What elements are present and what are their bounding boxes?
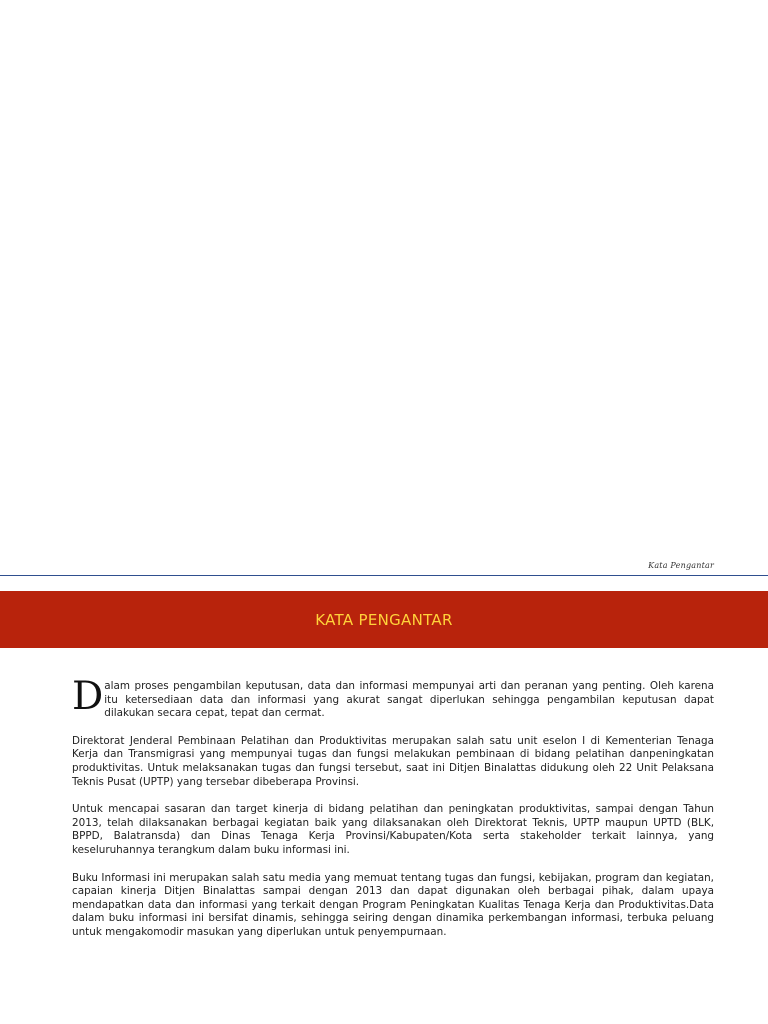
paragraph-4: Buku Informasi ini merupakan salah satu media yang memuat tentang tugas dan fungsi, kebijakan, program dan kegiatan, capaian kinerja Ditjen Binalattas sampai dengan 2013 dan dapat digunakan oleh berbagai pihak, dalam upaya mendapatkan data dan informasi yang terkait dengan Program Peningkatan Kualitas Tenaga Kerja dan Produktivitas.Data dalam buku informasi ini bersifat dinamis, sehingga seiring dengan dinamika perkembangan informasi, terbuka peluang untuk mengakomodir masukan yang diperlukan untuk penyempurnaan.	[72, 871, 714, 938]
paragraph-2: Direktorat Jenderal Pembinaan Pelatihan dan Produktivitas merupakan salah satu unit eselon I di Kementerian Tenaga Kerja dan Transmigrasi yang mempunyai tugas dan fungsi melakukan pembinaan di bidang pelatihan danpeningkatan produktivitas. Untuk melaksanakan tugas dan fungsi tersebut, saat ini Ditjen Binalattas didukung oleh 22 Unit Pelaksana Teknis Pusat (UPTP) yang tersebar dibeberapa Provinsi.	[72, 734, 714, 788]
running-header: Kata Pengantar	[648, 561, 714, 570]
paragraph-3: Untuk mencapai sasaran dan target kinerja di bidang pelatihan dan peningkatan produktivitas, sampai dengan Tahun 2013, telah dilaksanakan berbagai kegiatan baik yang dilaksanakan oleh Direktorat Teknis, UPTP maupun UPTD (BLK, BPPD, Balatransda) dan Dinas Tenaga Kerja Provinsi/Kabupaten/Kota serta stakeholder terkait lainnya, yang keseluruhannya terangkum dalam buku informasi ini.	[72, 803, 714, 856]
paragraph-1	[72, 674, 714, 721]
page-title: KATA PENGANTAR	[315, 610, 453, 629]
body-text	[72, 674, 714, 954]
title-band	[0, 591, 768, 648]
header-rule	[0, 575, 768, 576]
paragraph-1-text: alam proses pengambilan keputusan, data dan informasi mempunyai arti dan peranan yang penting. Oleh karena itu ketersediaan data dan informasi yang akurat sangat diperlukan sehingga pengambilan keputusan dapat dilakukan secara cepat, tepat dan cermat.	[104, 680, 714, 720]
drop-cap: D	[72, 674, 104, 719]
